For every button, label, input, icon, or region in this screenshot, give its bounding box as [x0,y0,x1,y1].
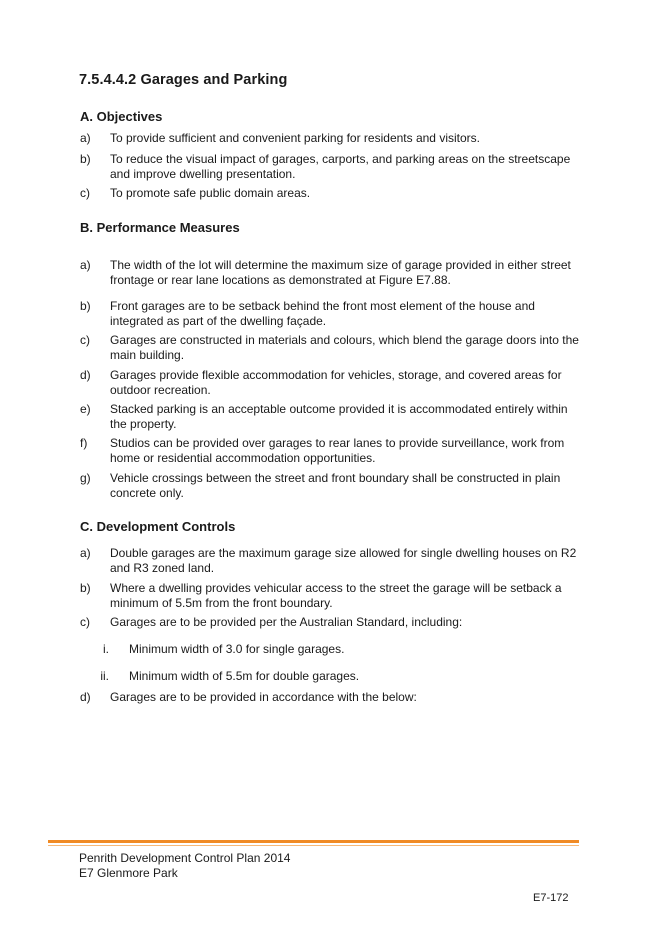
item-text: Double garages are the maximum garage size allowed for single dwelling houses on R2 and R3 zoned land. [110,546,577,575]
item-text: Studios can be provided over garages to rear lanes to provide surveillance, work from home or residential accommodation opportunities. [110,436,565,465]
performance-item-f [80,436,580,465]
item-text: Where a dwelling provides vehicular access to the street the garage will be setback a minimum of 5.5m from the front boundary. [110,581,562,610]
item-text: To reduce the visual impact of garages, carports, and parking areas on the streetscape and improve dwelling presentation. [110,152,571,181]
objective-item-a [80,131,580,146]
item-marker: b) [80,152,91,166]
objective-item-c [80,186,580,201]
item-text: Garages provide flexible accommodation for vehicles, storage, and covered areas for outdoor recreation. [110,368,562,397]
item-text: The width of the lot will determine the maximum size of garage provided in either street frontage or rear lane locations as demonstrated at Figure E7.88. [110,258,571,287]
performance-item-c [80,333,580,362]
subitem-text: Minimum width of 3.0 for single garages. [129,642,345,656]
footer-section-name: E7 Glenmore Park [79,866,178,880]
control-item-b [80,581,580,610]
item-text: Garages are to be provided in accordance with the below: [110,690,417,704]
performance-item-d [80,368,580,397]
item-marker: d) [80,368,91,382]
item-marker: b) [80,581,91,595]
item-text: To provide sufficient and convenient parking for residents and visitors. [110,131,480,145]
item-marker: c) [80,333,90,347]
footer-plan-name: Penrith Development Control Plan 2014 [79,851,291,865]
item-text: Stacked parking is an acceptable outcome provided it is accommodated entirely within the property. [110,402,568,431]
item-text: Garages are to be provided per the Australian Standard, including: [110,615,463,629]
section-title: 7.5.4.4.2 Garages and Parking [79,72,288,88]
performance-item-g [80,471,580,500]
footer-divider-thin [48,845,579,846]
item-text: Garages are constructed in materials and colours, which blend the garage doors into the main building. [110,333,579,362]
footer-divider [48,840,579,843]
subitem-marker: ii. [100,669,109,683]
item-marker: a) [80,131,91,145]
item-marker: f) [80,436,88,450]
objectives-heading: A. Objectives [80,109,163,124]
performance-heading: B. Performance Measures [80,220,240,235]
item-text: Vehicle crossings between the street and front boundary shall be constructed in plain concrete only. [110,471,561,500]
performance-item-e [80,402,580,431]
item-marker: g) [80,471,91,485]
item-marker: d) [80,690,91,704]
item-text: To promote safe public domain areas. [110,186,311,200]
item-marker: c) [80,186,90,200]
control-item-c [80,615,580,630]
item-marker: a) [80,258,91,272]
performance-item-b [80,299,580,328]
item-marker: e) [80,402,91,416]
control-item-d [80,690,580,705]
item-marker: c) [80,615,90,629]
performance-item-a [80,258,580,287]
item-text: Front garages are to be setback behind the front most element of the house and integrated as part of the dwelling façade. [110,299,535,328]
objective-item-b [80,152,580,181]
item-marker: b) [80,299,91,313]
page-number: E7-172 [533,892,569,904]
item-marker: a) [80,546,91,560]
control-item-a [80,546,580,575]
subitem-text: Minimum width of 5.5m for double garages. [129,669,360,683]
subitem-marker: i. [103,642,109,656]
controls-heading: C. Development Controls [80,519,236,534]
